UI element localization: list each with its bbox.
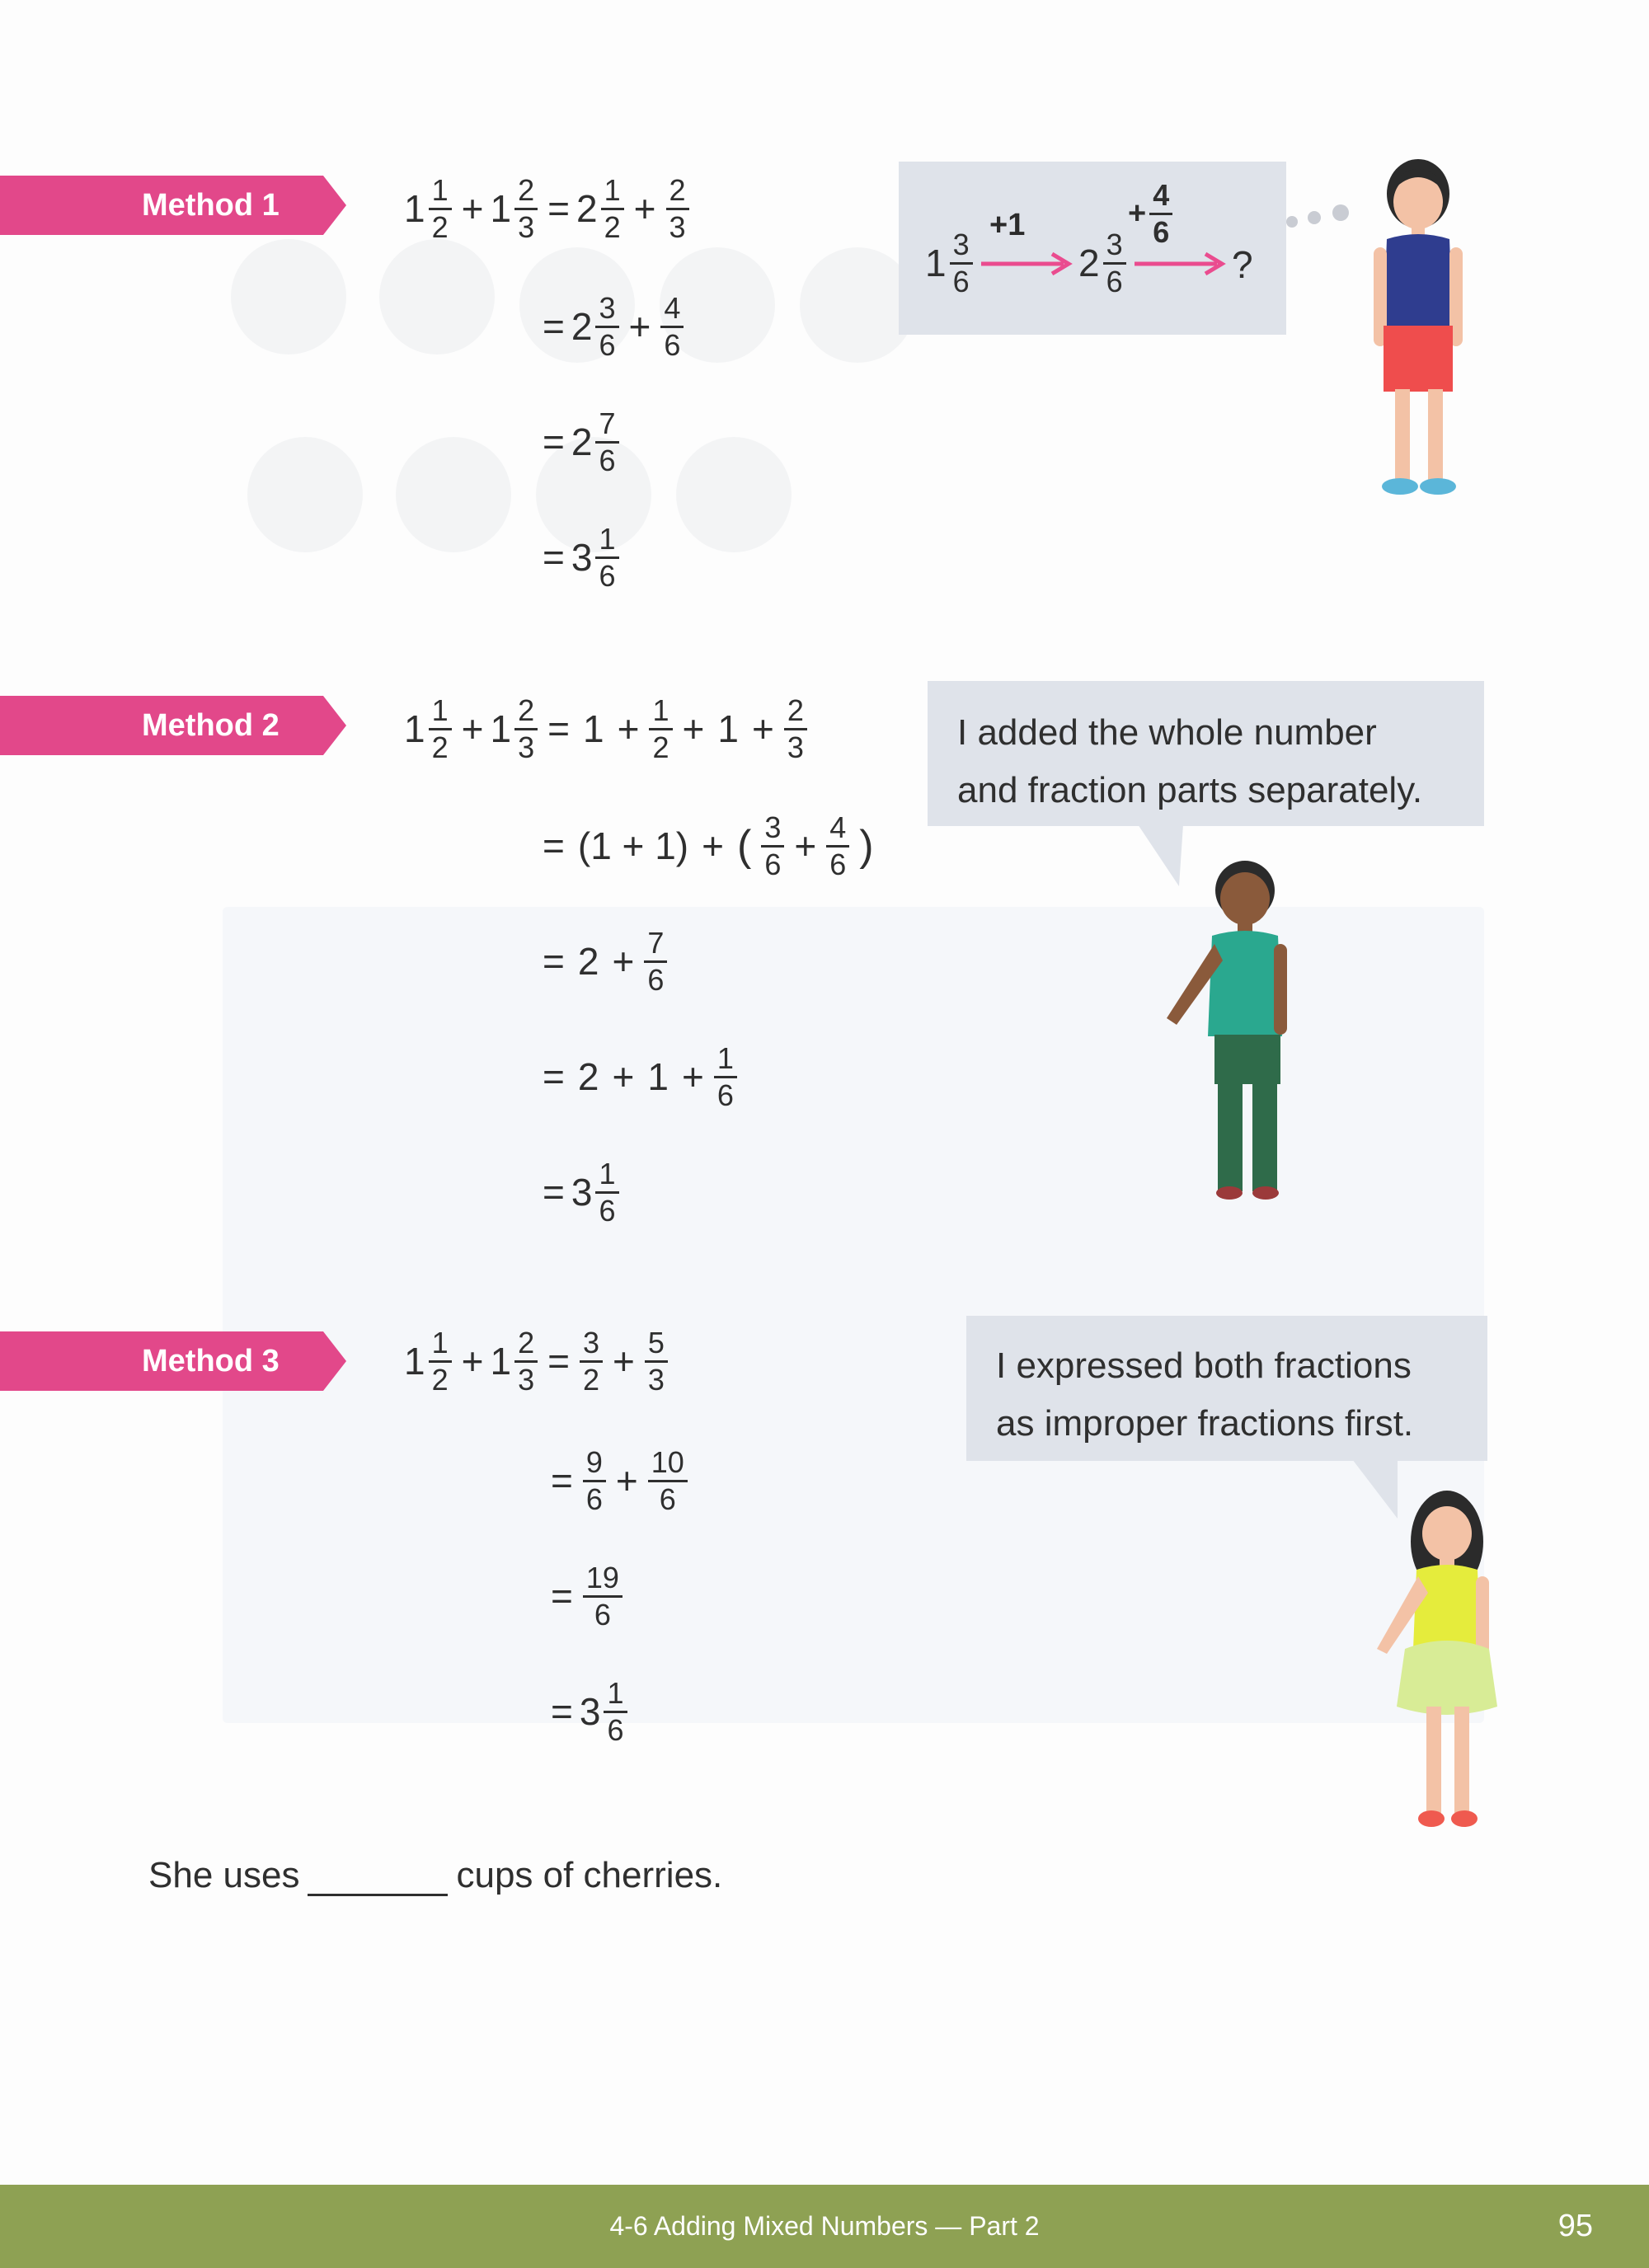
number-line-start: 1 $\frac{3}{6}$ bbox=[925, 229, 976, 298]
math-token: = bbox=[543, 305, 565, 349]
method-3-speech-bubble bbox=[966, 1316, 1487, 1461]
method-2-label: Method 2 bbox=[142, 708, 280, 743]
fraction: $\frac{9}{6}$ bbox=[583, 1447, 606, 1515]
method-3-line-4 bbox=[544, 1678, 631, 1746]
math-token: + bbox=[461, 707, 484, 751]
fraction: $\frac{19}{6}$ bbox=[583, 1562, 622, 1631]
method-1-line-3 bbox=[536, 408, 622, 477]
fraction: $\frac{7}{6}$ bbox=[644, 927, 667, 996]
cherries-sentence bbox=[148, 1855, 722, 1896]
step-1-label: +1 bbox=[989, 208, 1026, 242]
mixed-number: 3 $\frac{1}{6}$ bbox=[571, 524, 622, 592]
fraction: $\frac{1}{6}$ bbox=[604, 1678, 627, 1746]
math-token: ) bbox=[859, 822, 874, 871]
girl-character-icon bbox=[1352, 157, 1484, 511]
method-1-label: Method 1 bbox=[142, 188, 280, 223]
math-token: + bbox=[681, 1055, 704, 1099]
fraction: $\frac{1}{2}$ bbox=[601, 175, 624, 243]
math-token: + bbox=[461, 187, 484, 231]
curly-hair-girl-character-icon bbox=[1369, 1484, 1517, 1847]
math-token: = bbox=[543, 1171, 565, 1214]
math-token: 2 bbox=[577, 940, 599, 984]
mixed-number: 2 $\frac{1}{2}$ bbox=[576, 175, 627, 243]
method-2-line-5 bbox=[536, 1158, 622, 1227]
method-2-tag bbox=[0, 696, 346, 755]
math-token: 1 bbox=[647, 1055, 669, 1099]
fraction: $\frac{2}{3}$ bbox=[666, 175, 689, 243]
fraction: $\frac{3}{2}$ bbox=[580, 1327, 603, 1396]
method-2-line-1 bbox=[404, 695, 810, 763]
fraction: $\frac{3}{6}$ bbox=[595, 293, 618, 361]
mixed-number: 2 $\frac{3}{6}$ bbox=[571, 293, 622, 361]
sentence-end: cups of cherries. bbox=[456, 1855, 723, 1895]
math-token: = bbox=[547, 707, 570, 751]
mixed-number: 1 $\frac{1}{2}$ bbox=[404, 1327, 455, 1396]
math-token: = bbox=[543, 1055, 565, 1099]
math-token: + bbox=[702, 824, 724, 868]
fraction: $\frac{1}{6}$ bbox=[714, 1043, 737, 1111]
method-2-line-3 bbox=[536, 927, 670, 996]
math-token: + bbox=[612, 1055, 635, 1099]
math-token: + bbox=[613, 1340, 635, 1383]
sentence-start: She uses bbox=[148, 1855, 300, 1895]
math-token: = bbox=[543, 420, 565, 464]
bubble-line: and fraction parts separately. bbox=[957, 770, 1423, 810]
fraction: $\frac{1}{2}$ bbox=[649, 695, 672, 763]
fraction: $\frac{5}{3}$ bbox=[645, 1327, 668, 1396]
fraction: $\frac{1}{6}$ bbox=[595, 524, 618, 592]
bubble-line: I added the whole number bbox=[957, 712, 1377, 753]
arrow-1-icon bbox=[978, 247, 1077, 280]
math-token: = bbox=[551, 1459, 573, 1503]
math-token: + bbox=[615, 1459, 638, 1503]
math-token: = bbox=[543, 940, 565, 984]
method-1-tag bbox=[0, 176, 346, 235]
math-token: = bbox=[547, 187, 570, 231]
fraction: $\frac{2}{3}$ bbox=[514, 1327, 538, 1396]
step-2-label: + $\frac{4}{6}$ bbox=[1128, 180, 1176, 248]
method-3-tag bbox=[0, 1331, 346, 1391]
fraction: $\frac{3}{6}$ bbox=[761, 812, 784, 880]
method-1-line-4 bbox=[536, 524, 622, 592]
lesson-title: 4-6 Adding Mixed Numbers — Part 2 bbox=[609, 2211, 1040, 2241]
method-1-line-1 bbox=[404, 175, 693, 243]
math-token: = bbox=[543, 824, 565, 868]
fraction: $\frac{2}{3}$ bbox=[784, 695, 807, 763]
fraction: $\frac{2}{3}$ bbox=[514, 175, 538, 243]
boy-character-icon bbox=[1142, 853, 1315, 1208]
math-token: = bbox=[551, 1690, 573, 1734]
answer-blank[interactable] bbox=[308, 1861, 448, 1896]
page-footer bbox=[0, 2185, 1649, 2268]
fraction: $\frac{4}{6}$ bbox=[660, 293, 684, 361]
math-token: + bbox=[633, 187, 656, 231]
arrow-2-icon bbox=[1131, 247, 1230, 280]
mixed-number: 3 $\frac{1}{6}$ bbox=[580, 1678, 631, 1746]
math-token: + bbox=[617, 707, 640, 751]
method-3-label: Method 3 bbox=[142, 1344, 280, 1378]
math-token: + bbox=[612, 940, 635, 984]
mixed-number: 3 $\frac{1}{6}$ bbox=[571, 1158, 622, 1227]
fraction: $\frac{2}{3}$ bbox=[514, 695, 538, 763]
mixed-number: 1 $\frac{2}{3}$ bbox=[491, 175, 542, 243]
math-token: ( bbox=[736, 822, 752, 871]
math-token: + bbox=[682, 707, 705, 751]
math-token: 2 bbox=[577, 1055, 599, 1099]
math-token: = bbox=[551, 1575, 573, 1618]
number-line-end: ? bbox=[1232, 243, 1253, 286]
math-token: + bbox=[751, 707, 774, 751]
method-3-line-3 bbox=[544, 1562, 626, 1631]
math-token: 1 bbox=[717, 707, 739, 751]
method-2-speech-bubble bbox=[928, 681, 1484, 826]
number-line-middle: 2 $\frac{3}{6}$ bbox=[1078, 229, 1130, 298]
bubble-line: I expressed both fractions bbox=[996, 1345, 1412, 1386]
fraction: $\frac{1}{2}$ bbox=[429, 175, 452, 243]
mixed-number: 1 $\frac{2}{3}$ bbox=[491, 1327, 542, 1396]
mixed-number: 2 $\frac{7}{6}$ bbox=[571, 408, 622, 477]
method-2-line-2 bbox=[536, 812, 881, 880]
bubble-line: as improper fractions first. bbox=[996, 1403, 1414, 1444]
method-3-line-1 bbox=[404, 1327, 671, 1396]
mixed-number: 1 $\frac{1}{2}$ bbox=[404, 695, 455, 763]
mixed-number: 1 $\frac{2}{3}$ bbox=[491, 695, 542, 763]
fraction: $\frac{10}{6}$ bbox=[648, 1447, 688, 1515]
math-token: (1 + 1) bbox=[577, 824, 689, 868]
method-2-line-4 bbox=[536, 1043, 740, 1111]
fraction: $\frac{1}{6}$ bbox=[595, 1158, 618, 1227]
math-token: + bbox=[794, 824, 817, 868]
math-token: = bbox=[543, 536, 565, 580]
math-token: 1 bbox=[583, 707, 604, 751]
method-3-line-2 bbox=[544, 1447, 691, 1515]
fraction: $\frac{4}{6}$ bbox=[826, 812, 849, 880]
fraction: $\frac{1}{2}$ bbox=[429, 695, 452, 763]
mixed-number: 1 $\frac{1}{2}$ bbox=[404, 175, 455, 243]
math-token: + bbox=[628, 305, 651, 349]
fraction: $\frac{1}{2}$ bbox=[429, 1327, 452, 1396]
fraction: $\frac{7}{6}$ bbox=[595, 408, 618, 477]
math-token: + bbox=[461, 1340, 484, 1383]
math-token: = bbox=[547, 1340, 570, 1383]
page-number: 95 bbox=[1557, 2209, 1593, 2243]
method-1-line-2 bbox=[536, 293, 687, 361]
